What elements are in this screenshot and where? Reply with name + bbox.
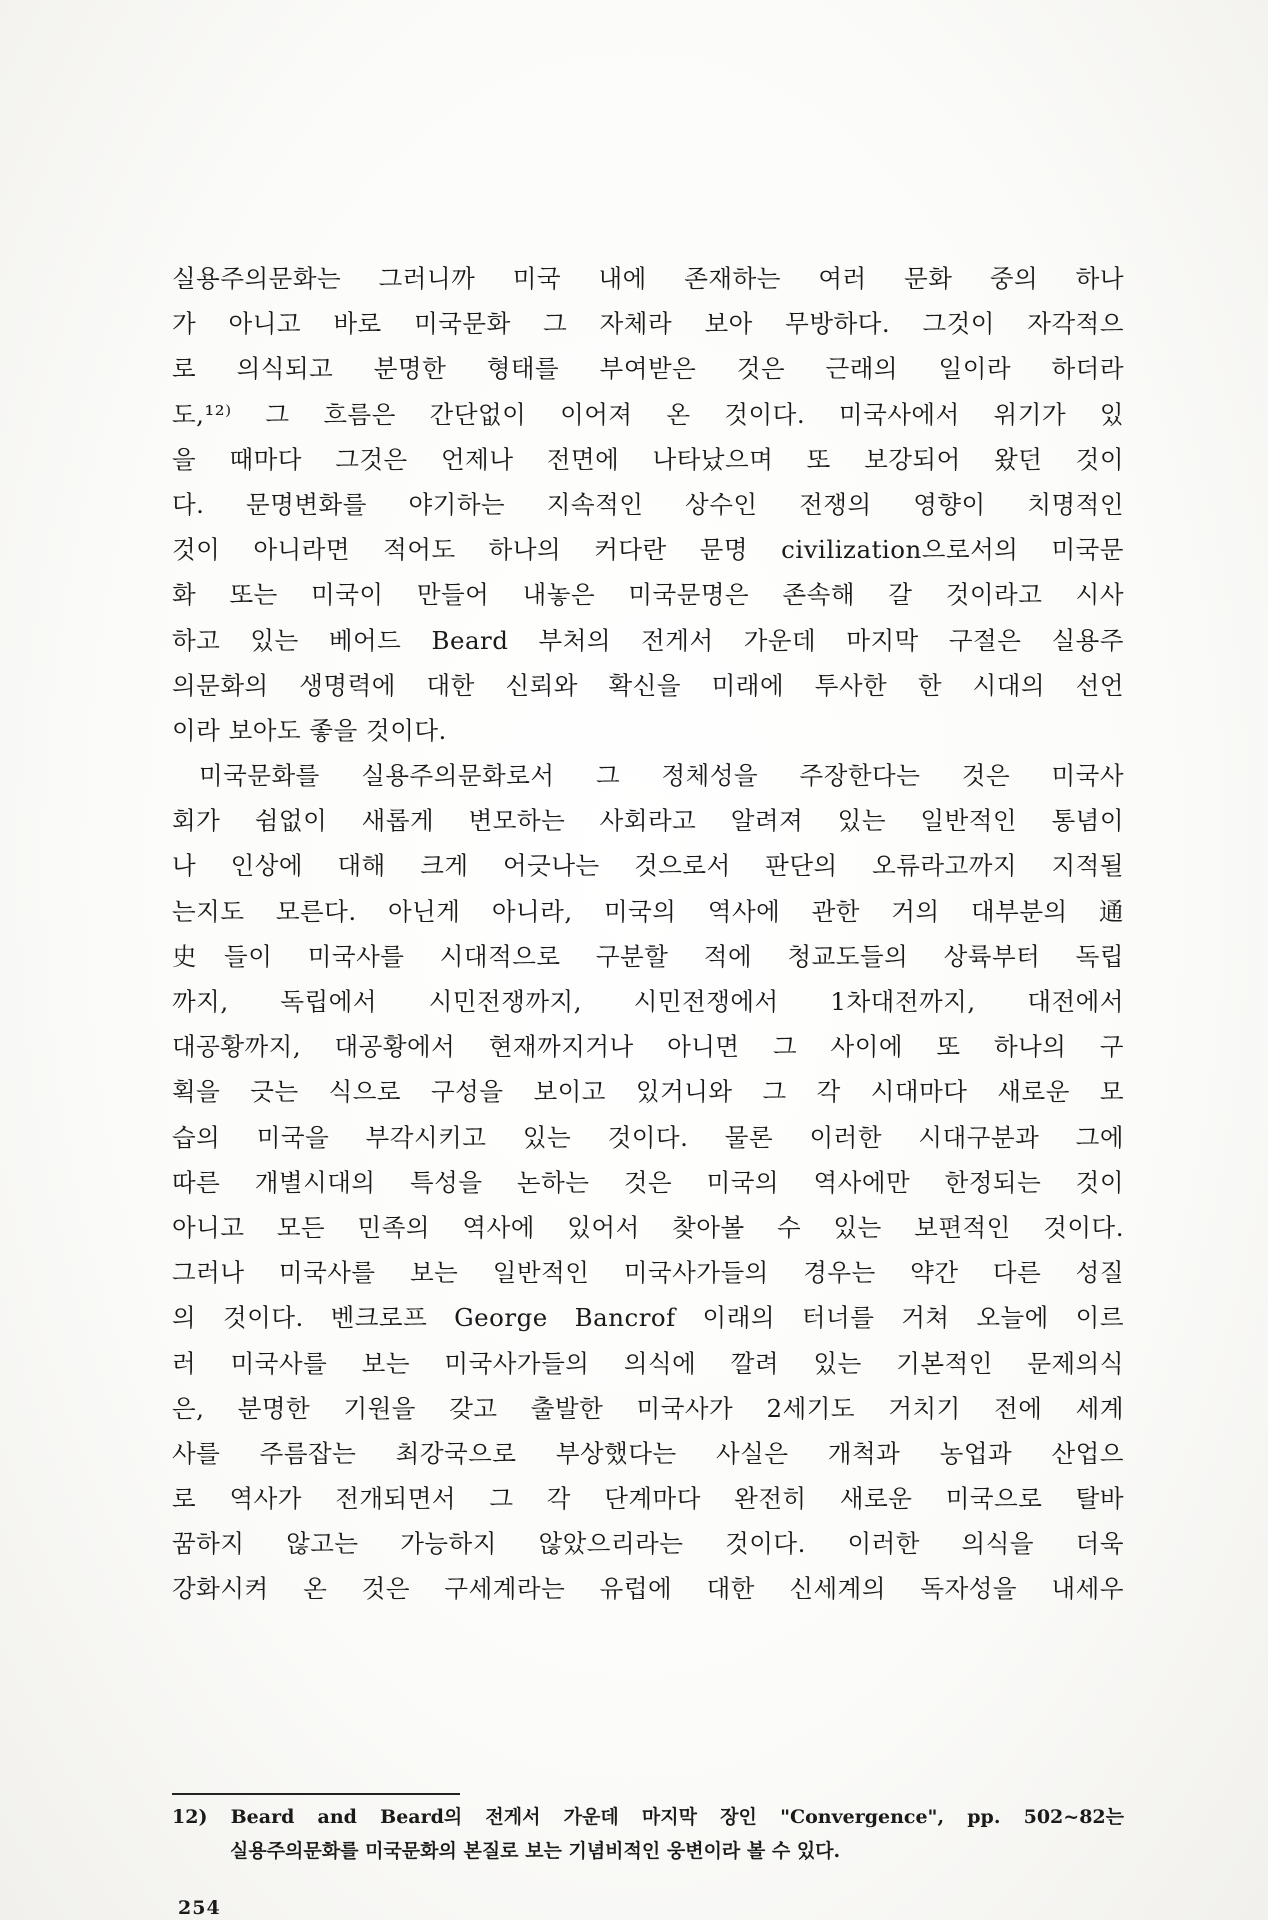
text-line: 도,¹²⁾ 그 흐름은 간단없이 이어져 온 것이다. 미국사에서 위기가 있 [172,399,1124,429]
text-line: 대공황까지, 대공황에서 현재까지거나 아니면 그 사이에 또 하나의 구 [172,1032,1124,1062]
main-text [172,256,1124,1612]
footnote-12: 12) Beard and Beard의 전게서 가운데 마지막 장인 "Convergence", pp. 502~82는 [172,1806,1124,1828]
text-line: 것이 아니라면 적어도 하나의 커다란 문명 civilization으로서의 미국문 [172,535,1124,565]
text-line: 강화시켜 온 것은 구세계라는 유럽에 대한 신세계의 독자성을 내세우 [172,1574,1124,1604]
text-line: 는지도 모른다. 아닌게 아니라, 미국의 역사에 관한 거의 대부분의 通 [172,896,1124,926]
text-line: 로 의식되고 분명한 형태를 부여받은 것은 근래의 일이라 하더라 [172,354,1124,384]
text-line: 나 인상에 대해 크게 어긋나는 것으로서 판단의 오류라고까지 지적될 [172,851,1124,881]
text-line: 사를 주름잡는 최강국으로 부상했다는 사실은 개척과 농업과 산업으 [172,1438,1124,1468]
text-line: 史들이 미국사를 시대적으로 구분할 적에 청교도들의 상륙부터 독립 [172,941,1124,971]
text-line: 러 미국사를 보는 미국사가들의 의식에 깔려 있는 기본적인 문제의식 [172,1348,1124,1378]
text-line: 따른 개별시대의 특성을 논하는 것은 미국의 역사에만 한정되는 것이 [172,1167,1124,1197]
text-line: 꿈하지 않고는 가능하지 않았으리라는 것이다. 이러한 의식을 더욱 [172,1529,1124,1559]
text-line: 아니고 모든 민족의 역사에 있어서 찾아볼 수 있는 보편적인 것이다. [172,1212,1124,1242]
footnotes [172,1800,1124,1868]
page-number: 254 [178,1897,221,1919]
text-line: 은, 분명한 기원을 갖고 출발한 미국사가 2세기도 거치기 전에 세계 [172,1393,1124,1423]
text-line: 화 또는 미국이 만들어 내놓은 미국문명은 존속해 갈 것이라고 시사 [172,580,1124,610]
text-line: 로 역사가 전개되면서 그 각 단계마다 완전히 새로운 미국으로 탈바 [172,1484,1124,1514]
text-line: 의문화의 생명력에 대한 신뢰와 확신을 미래에 투사한 한 시대의 선언 [172,670,1124,700]
text-line: 하고 있는 베어드 Beard 부처의 전게서 가운데 마지막 구절은 실용주 [172,625,1124,655]
text-line: 까지, 독립에서 시민전쟁까지, 시민전쟁에서 1차대전까지, 대전에서 [172,987,1124,1016]
text-line: 회가 쉼없이 새롭게 변모하는 사회라고 알려져 있는 일반적인 통념이 [172,806,1124,836]
footnote-12-continuation: 실용주의문화를 미국문화의 본질로 보는 기념비적인 웅변이라 볼 수 있다. [230,1840,841,1862]
text-line: 획을 긋는 식으로 구성을 보이고 있거니와 그 각 시대마다 새로운 모 [172,1077,1124,1107]
text-line: 을 때마다 그것은 언제나 전면에 나타났으며 또 보강되어 왔던 것이 [172,444,1124,474]
paragraph-end-line: 이라 보아도 좋을 것이다. [172,715,447,745]
text-line: 의 것이다. 벤크로프 George Bancrof 이래의 터너를 거쳐 오늘에 이르 [172,1303,1124,1333]
text-line: 습의 미국을 부각시키고 있는 것이다. 물론 이러한 시대구분과 그에 [172,1122,1124,1152]
paragraph-start-line: 미국문화를 실용주의문화로서 그 정체성을 주장한다는 것은 미국사 [199,761,1124,791]
footnote-divider [172,1793,460,1795]
text-line: 그러나 미국사를 보는 일반적인 미국사가들의 경우는 약간 다른 성질 [172,1258,1124,1288]
text-line: 가 아니고 바로 미국문화 그 자체라 보아 무방하다. 그것이 자각적으 [172,309,1124,339]
text-line: 다. 문명변화를 야기하는 지속적인 상수인 전쟁의 영향이 치명적인 [172,489,1124,519]
text-line: 실용주의문화는 그러니까 미국 내에 존재하는 여러 문화 중의 하나 [172,264,1124,293]
